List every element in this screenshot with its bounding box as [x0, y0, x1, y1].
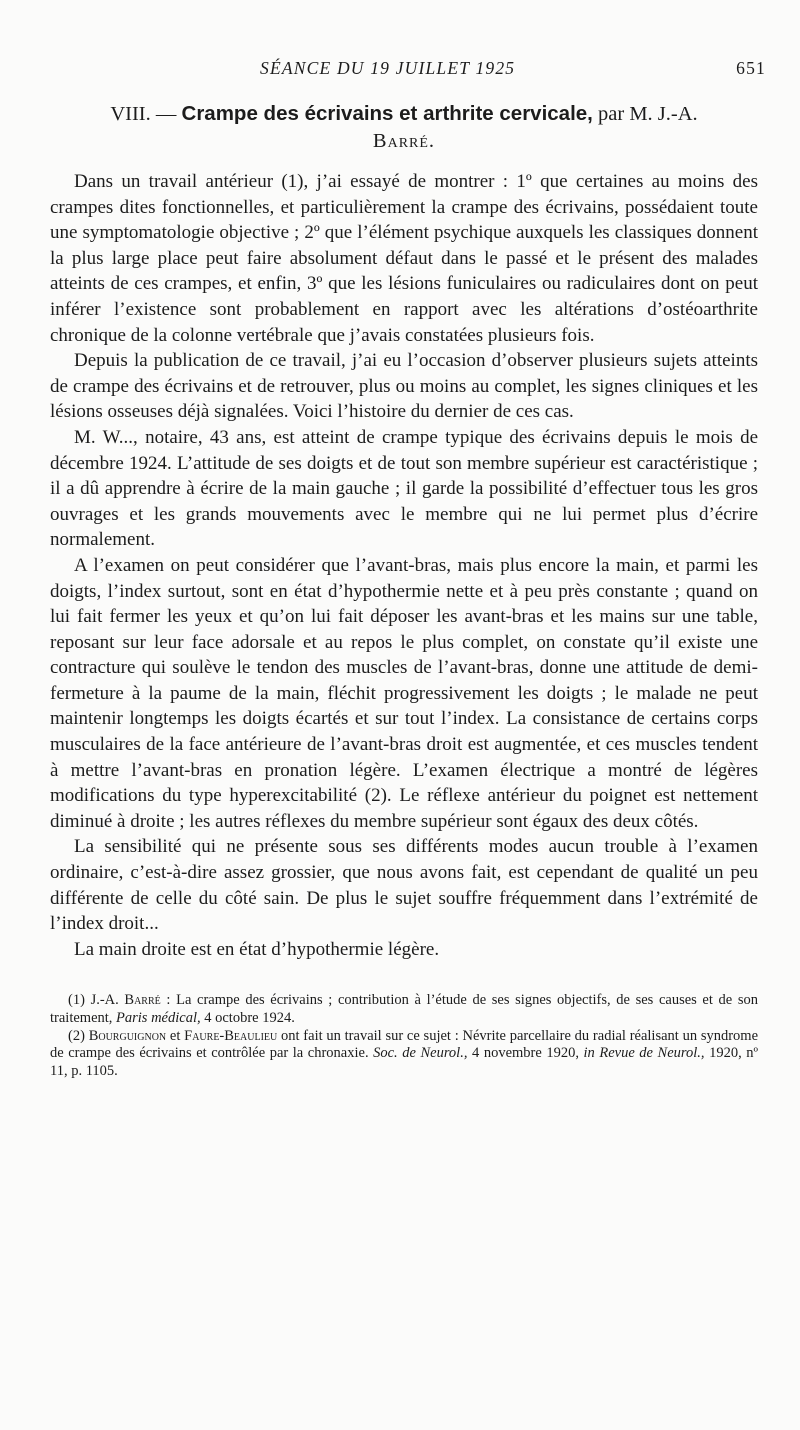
footnote-text: : La crampe des écrivains ; contribution à l’étude de ses signes objectifs, de ses causes et de son traitement, — [50, 992, 759, 1026]
article-author: Barré. — [372, 130, 436, 152]
footnote-marker: (1) — [68, 992, 85, 1009]
footnote-date: 4 novembre 1920, — [472, 1045, 579, 1062]
footnote-text: ont fait un travail sur ce sujet : Névrite parcellaire du radial réalisant un syndrome de crampe des écrivains et contrôlée par la chronaxie. — [50, 1027, 759, 1062]
footnote-date: 4 octobre 1924. — [204, 1010, 295, 1026]
footnote-author: J.-A. Barré — [90, 992, 161, 1009]
footnote-conjunction: et — [169, 1027, 181, 1044]
running-head — [50, 58, 766, 88]
footnote-author: Bourguignon — [88, 1027, 167, 1044]
footnote-2 — [50, 1028, 758, 1081]
article-heading — [50, 100, 758, 155]
footnote-marker: (2) — [68, 1027, 85, 1044]
paragraph: M. W..., notaire, 43 ans, est atteint de crampe typique des écrivains depuis le mois de décembre 1924. L’attitude de ses doigts et de tout son membre supérieur est caractéristique ; il a dû apprendre à écrire de la main gauche ; il garde la possibilité d’effectuer tous les gros ouvrages et les grands mouvements avec le membre qui ne lui permet plus d’écrire normalement. — [50, 426, 758, 551]
footnote-1 — [50, 992, 758, 1027]
footnote-date: 1920, nº 11, p. 1105. — [50, 1045, 758, 1079]
paragraph: A l’examen on peut considérer que l’avant-bras, mais plus encore la main, et parmi les doigts, l’index surtout, sont en état d’hypothermie nette et à peu près constante ; quand on lui fait fermer les yeux et qu’on lui fait déposer les avant-bras et les mains sur une table, reposant sur leur face adorsale et au repos le plus complet, on constate qu’il existe une contracture qui soulève le tendon des muscles de l’avant-bras, donne une attitude de demi-fermeture à la paume de la main, fléchit progressivement les doigts ; le malade ne peut maintenir longtemps les doigts écartés et sur tout l’index. La consistance de certains corps musculaires de la face antérieure de l’avant-bras droit est augmentée, et ces muscles tendent à mettre l’avant-bras en pronation légère. L’examen électrique a montré de légères modifications du type hyperexcitabilité (2). Le réflexe antérieur du poignet est nettement diminué à droite ; les autres réflexes du membre supérieur sont égaux des deux côtés. — [50, 554, 758, 832]
paragraph: Depuis la publication de ce travail, j’ai eu l’occasion d’observer plusieurs sujets atteints de crampe des écrivains et de retrouver, plus ou moins au complet, les signes cliniques et les lésions osseuses déjà signalées. Voici l’histoire du dernier de ces cas. — [50, 350, 758, 423]
article-byline: par M. J.-A. — [598, 103, 698, 125]
document-page — [50, 58, 766, 1080]
article-body — [50, 169, 758, 962]
footnote-journal: Paris médical, — [116, 1010, 201, 1026]
running-head-title: SÉANCE DU 19 JUILLET 1925 — [260, 58, 516, 78]
paragraph: La sensibilité qui ne présente sous ses différents modes aucun trouble à l’examen ordinaire, c’est-à-dire assez grossier, que nous avons fait, est cependant de qualité un peu différente de celle du côté sain. De plus le sujet souffre fréquemment dans l’extrémité de l’index droit... — [50, 836, 758, 935]
footnote-journal: Soc. de Neurol., — [373, 1045, 468, 1062]
page-number: 651 — [736, 58, 766, 78]
paragraph: La main droite est en état d’hypothermie légère. — [74, 938, 440, 960]
paragraph: Dans un travail antérieur (1), j’ai essayé de montrer : 1º que certaines au moins des crampes dites fonctionnelles, et particulièrement la crampe des écrivains, possédaient toute une symptomatologie objective ; 2º que l’élément psychique auxquels les classiques donnent la plus large place peut faire absolument défaut dans le passé et le présent des malades atteints de ces crampes, et enfin, 3º que les lésions funiculaires ou radiculaires dont on peut inférer l’existence sont probablement en rapport avec les altérations d’ostéoarthrite chronique de la colonne vertébrale que j’avais constatées plusieurs fois. — [50, 171, 758, 346]
article-number: VIII. — — [110, 103, 177, 125]
article-title: Crampe des écrivains et arthrite cervicale, — [181, 102, 593, 125]
footnotes — [50, 992, 758, 1080]
footnote-author: Faure-Beaulieu — [184, 1027, 278, 1044]
footnote-journal: in Revue de Neurol., — [583, 1045, 705, 1062]
